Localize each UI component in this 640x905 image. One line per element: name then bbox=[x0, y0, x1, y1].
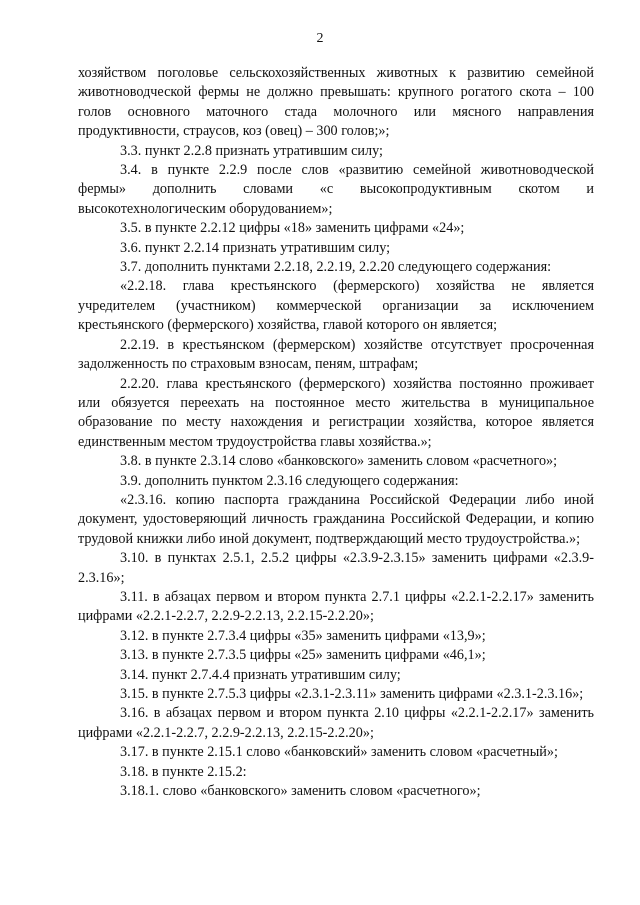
paragraph-3-5: 3.5. в пункте 2.2.12 цифры «18» заменить цифрами «24»; bbox=[120, 220, 465, 237]
paragraph-2-2-20: 2.2.20. глава крестьянского (фермерского) хозяйства постоянно проживает или обязуется переехать на постоянное место жительства в муниципальное образование по месту нахождения и регистрации хозяйства, которое является единственным местом трудоустройства главы хозяйства.»; bbox=[78, 375, 594, 450]
paragraph-3-14: 3.14. пункт 2.7.4.4 признать утратившим силу; bbox=[120, 666, 401, 683]
paragraph-3-18-1: 3.18.1. слово «банковского» заменить словом «расчетного»; bbox=[120, 783, 481, 800]
paragraph-2-3-16: «2.3.16. копию паспорта гражданина Российской Федерации либо иной документ, удостоверяющий личность гражданина Российской Федерации, и копию трудовой книжки либо иной документ, подтверждающий место трудоустройства.»; bbox=[78, 491, 594, 547]
paragraph-3-10: 3.10. в пунктах 2.5.1, 2.5.2 цифры «2.3.9-2.3.15» заменить цифрами «2.3.9-2.3.16»; bbox=[78, 550, 594, 586]
paragraph-3-4: 3.4. в пункте 2.2.9 после слов «развитию семейной животноводческой фермы» дополнить словами «с высокопродуктивным скотом и высокотехнологическим оборудованием»; bbox=[78, 162, 594, 217]
paragraph-3-3: 3.3. пункт 2.2.8 признать утратившим силу; bbox=[120, 142, 383, 159]
paragraph-3-15: 3.15. в пункте 2.7.5.3 цифры «2.3.1-2.3.11» заменить цифрами «2.3.1-2.3.16»; bbox=[120, 686, 584, 702]
paragraph-3-9: 3.9. дополнить пунктом 2.3.16 следующего содержания: bbox=[120, 472, 459, 489]
paragraph-2-2-19: 2.2.19. в крестьянском (фермерском) хозяйстве отсутствует просроченная задолженность по страховым взносам, пеням, штрафам; bbox=[78, 336, 594, 373]
paragraph-continuation: хозяйством поголовье сельскохозяйственных животных к развитию семейной животноводческой фермы не должно превышать: крупного рогатого скота – 100 голов основного маточного стада молочного или мясного направления продуктивности, страусов, коз (овец) – 300 голов;»; bbox=[78, 65, 594, 140]
paragraph-3-6: 3.6. пункт 2.2.14 признать утратившим силу; bbox=[120, 239, 391, 256]
page-number: 2 bbox=[316, 31, 324, 46]
paragraph-3-18: 3.18. в пункте 2.15.2: bbox=[120, 763, 247, 780]
paragraph-3-13: 3.13. в пункте 2.7.3.5 цифры «25» заменить цифрами «46,1»; bbox=[120, 647, 486, 664]
paragraph-2-2-18: «2.2.18. глава крестьянского (фермерского) хозяйства не является учредителем (участником) коммерческой организации за исключением крестьянского (фермерского) хозяйства, главой которого он является; bbox=[78, 278, 594, 334]
paragraph-3-17: 3.17. в пункте 2.15.1 слово «банковский» заменить словом «расчетный»; bbox=[120, 744, 558, 761]
paragraph-3-7: 3.7. дополнить пунктами 2.2.18, 2.2.19, 2.2.20 следующего содержания: bbox=[120, 259, 552, 276]
paragraph-3-12: 3.12. в пункте 2.7.3.4 цифры «35» заменить цифрами «13,9»; bbox=[120, 627, 486, 644]
paragraph-3-16: 3.16. в абзацах первом и втором пункта 2.10 цифры «2.2.1-2.2.17» заменить цифрами «2.2.1-2.2.7, 2.2.9-2.2.13, 2.2.15-2.2.20»; bbox=[78, 705, 594, 741]
paragraph-3-8: 3.8. в пункте 2.3.14 слово «банковского» заменить словом «расчетного»; bbox=[120, 453, 558, 470]
paragraph-3-11: 3.11. в абзацах первом и втором пункта 2.7.1 цифры «2.2.1-2.2.17» заменить цифрами «2.2.1-2.2.7, 2.2.9-2.2.13, 2.2.15-2.2.20»; bbox=[78, 588, 594, 625]
document-body bbox=[78, 64, 594, 801]
